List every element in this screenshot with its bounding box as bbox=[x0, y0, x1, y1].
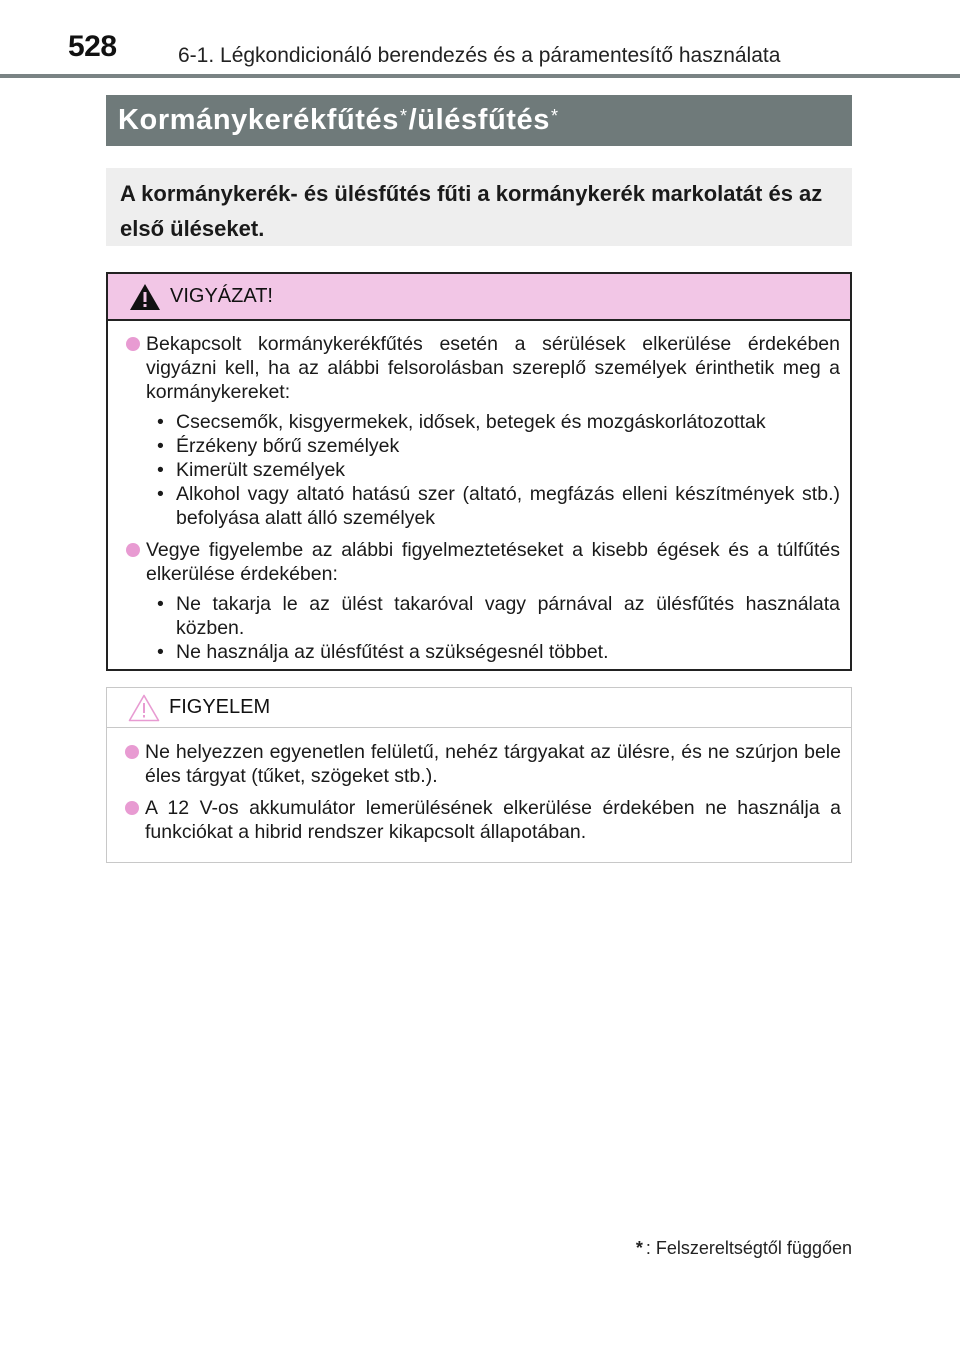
title-part-2: /ülésfűtés bbox=[408, 104, 550, 136]
intro-text: A kormánykerék- és ülésfűtés fűti a kormánykerék markolatát és az első üléseket. bbox=[106, 168, 852, 246]
footnote-mark-1: * bbox=[400, 106, 408, 126]
bullet-dot-icon bbox=[126, 337, 140, 351]
list-item: • Érzékeny bőrű személyek bbox=[142, 434, 840, 458]
warning-sub-list bbox=[142, 592, 840, 664]
notice-point-text: A 12 V-os akkumulátor lemerülésének elkerülése érdekében ne használja a funkciókat a hibrid rendszer kikapcsolt állapotában. bbox=[145, 797, 841, 843]
warning-triangle-outline-icon bbox=[127, 693, 161, 723]
warning-heading: VIGYÁZAT! bbox=[170, 285, 273, 307]
warning-point-text: Bekapcsolt kormánykerékfűtés esetén a sérülések elkerülése érdekében vigyázni kell, ha az alábbi felsorolásban szereplő személyek érinthetik meg a kormánykereket: bbox=[146, 333, 840, 403]
warning-sub-list bbox=[142, 410, 840, 530]
list-item: • Ne használja az ülésfűtést a szükségesnél többet. bbox=[142, 640, 840, 664]
notice-point-text: Ne helyezzen egyenetlen felületű, nehéz tárgyakat az ülésre, és ne szúrjon bele éles tárgyat (tűket, szögeket stb.). bbox=[145, 741, 841, 787]
list-item: • Kimerült személyek bbox=[142, 458, 840, 482]
notice-point bbox=[127, 796, 841, 844]
page-header bbox=[0, 0, 960, 78]
warning-triangle-filled-icon bbox=[128, 282, 162, 312]
header-divider bbox=[0, 74, 960, 78]
footnote-mark-2: * bbox=[550, 106, 559, 126]
warning-body bbox=[108, 321, 850, 664]
notice-body bbox=[107, 728, 851, 844]
warning-point bbox=[128, 332, 840, 530]
chapter-title: 6-1. Légkondicionáló berendezés és a páramentesítő használata bbox=[178, 44, 781, 67]
footnote bbox=[636, 1238, 852, 1259]
bullet-dot-icon bbox=[126, 543, 140, 557]
warning-header bbox=[108, 274, 850, 321]
bullet-dot-icon bbox=[125, 801, 139, 815]
list-item: • Alkohol vagy altató hatású szer (altató, megfázás elleni készítmények stb.) befolyása alatt álló személyek bbox=[142, 482, 840, 530]
notice-header bbox=[107, 688, 851, 728]
notice-box bbox=[106, 687, 852, 863]
warning-point-text: Vegye figyelembe az alábbi figyelmeztetéseket a kisebb égések és a túlfűtés elkerülése érdekében: bbox=[146, 539, 840, 585]
notice-heading: FIGYELEM bbox=[169, 696, 271, 718]
page-number: 528 bbox=[68, 30, 117, 63]
list-item: • Ne takarja le az ülést takaróval vagy párnával az ülésfűtés használata közben. bbox=[142, 592, 840, 640]
warning-box bbox=[106, 272, 852, 671]
warning-point bbox=[128, 538, 840, 664]
footnote-mark: * bbox=[635, 1238, 643, 1258]
title-part-1: Kormánykerékfűtés bbox=[118, 104, 399, 136]
section-title bbox=[106, 95, 852, 146]
notice-point bbox=[127, 740, 841, 788]
footnote-text: : Felszereltségtől függően bbox=[645, 1238, 852, 1258]
bullet-dot-icon bbox=[125, 745, 139, 759]
list-item: • Csecsemők, kisgyermekek, idősek, betegek és mozgáskorlátozottak bbox=[142, 410, 840, 434]
